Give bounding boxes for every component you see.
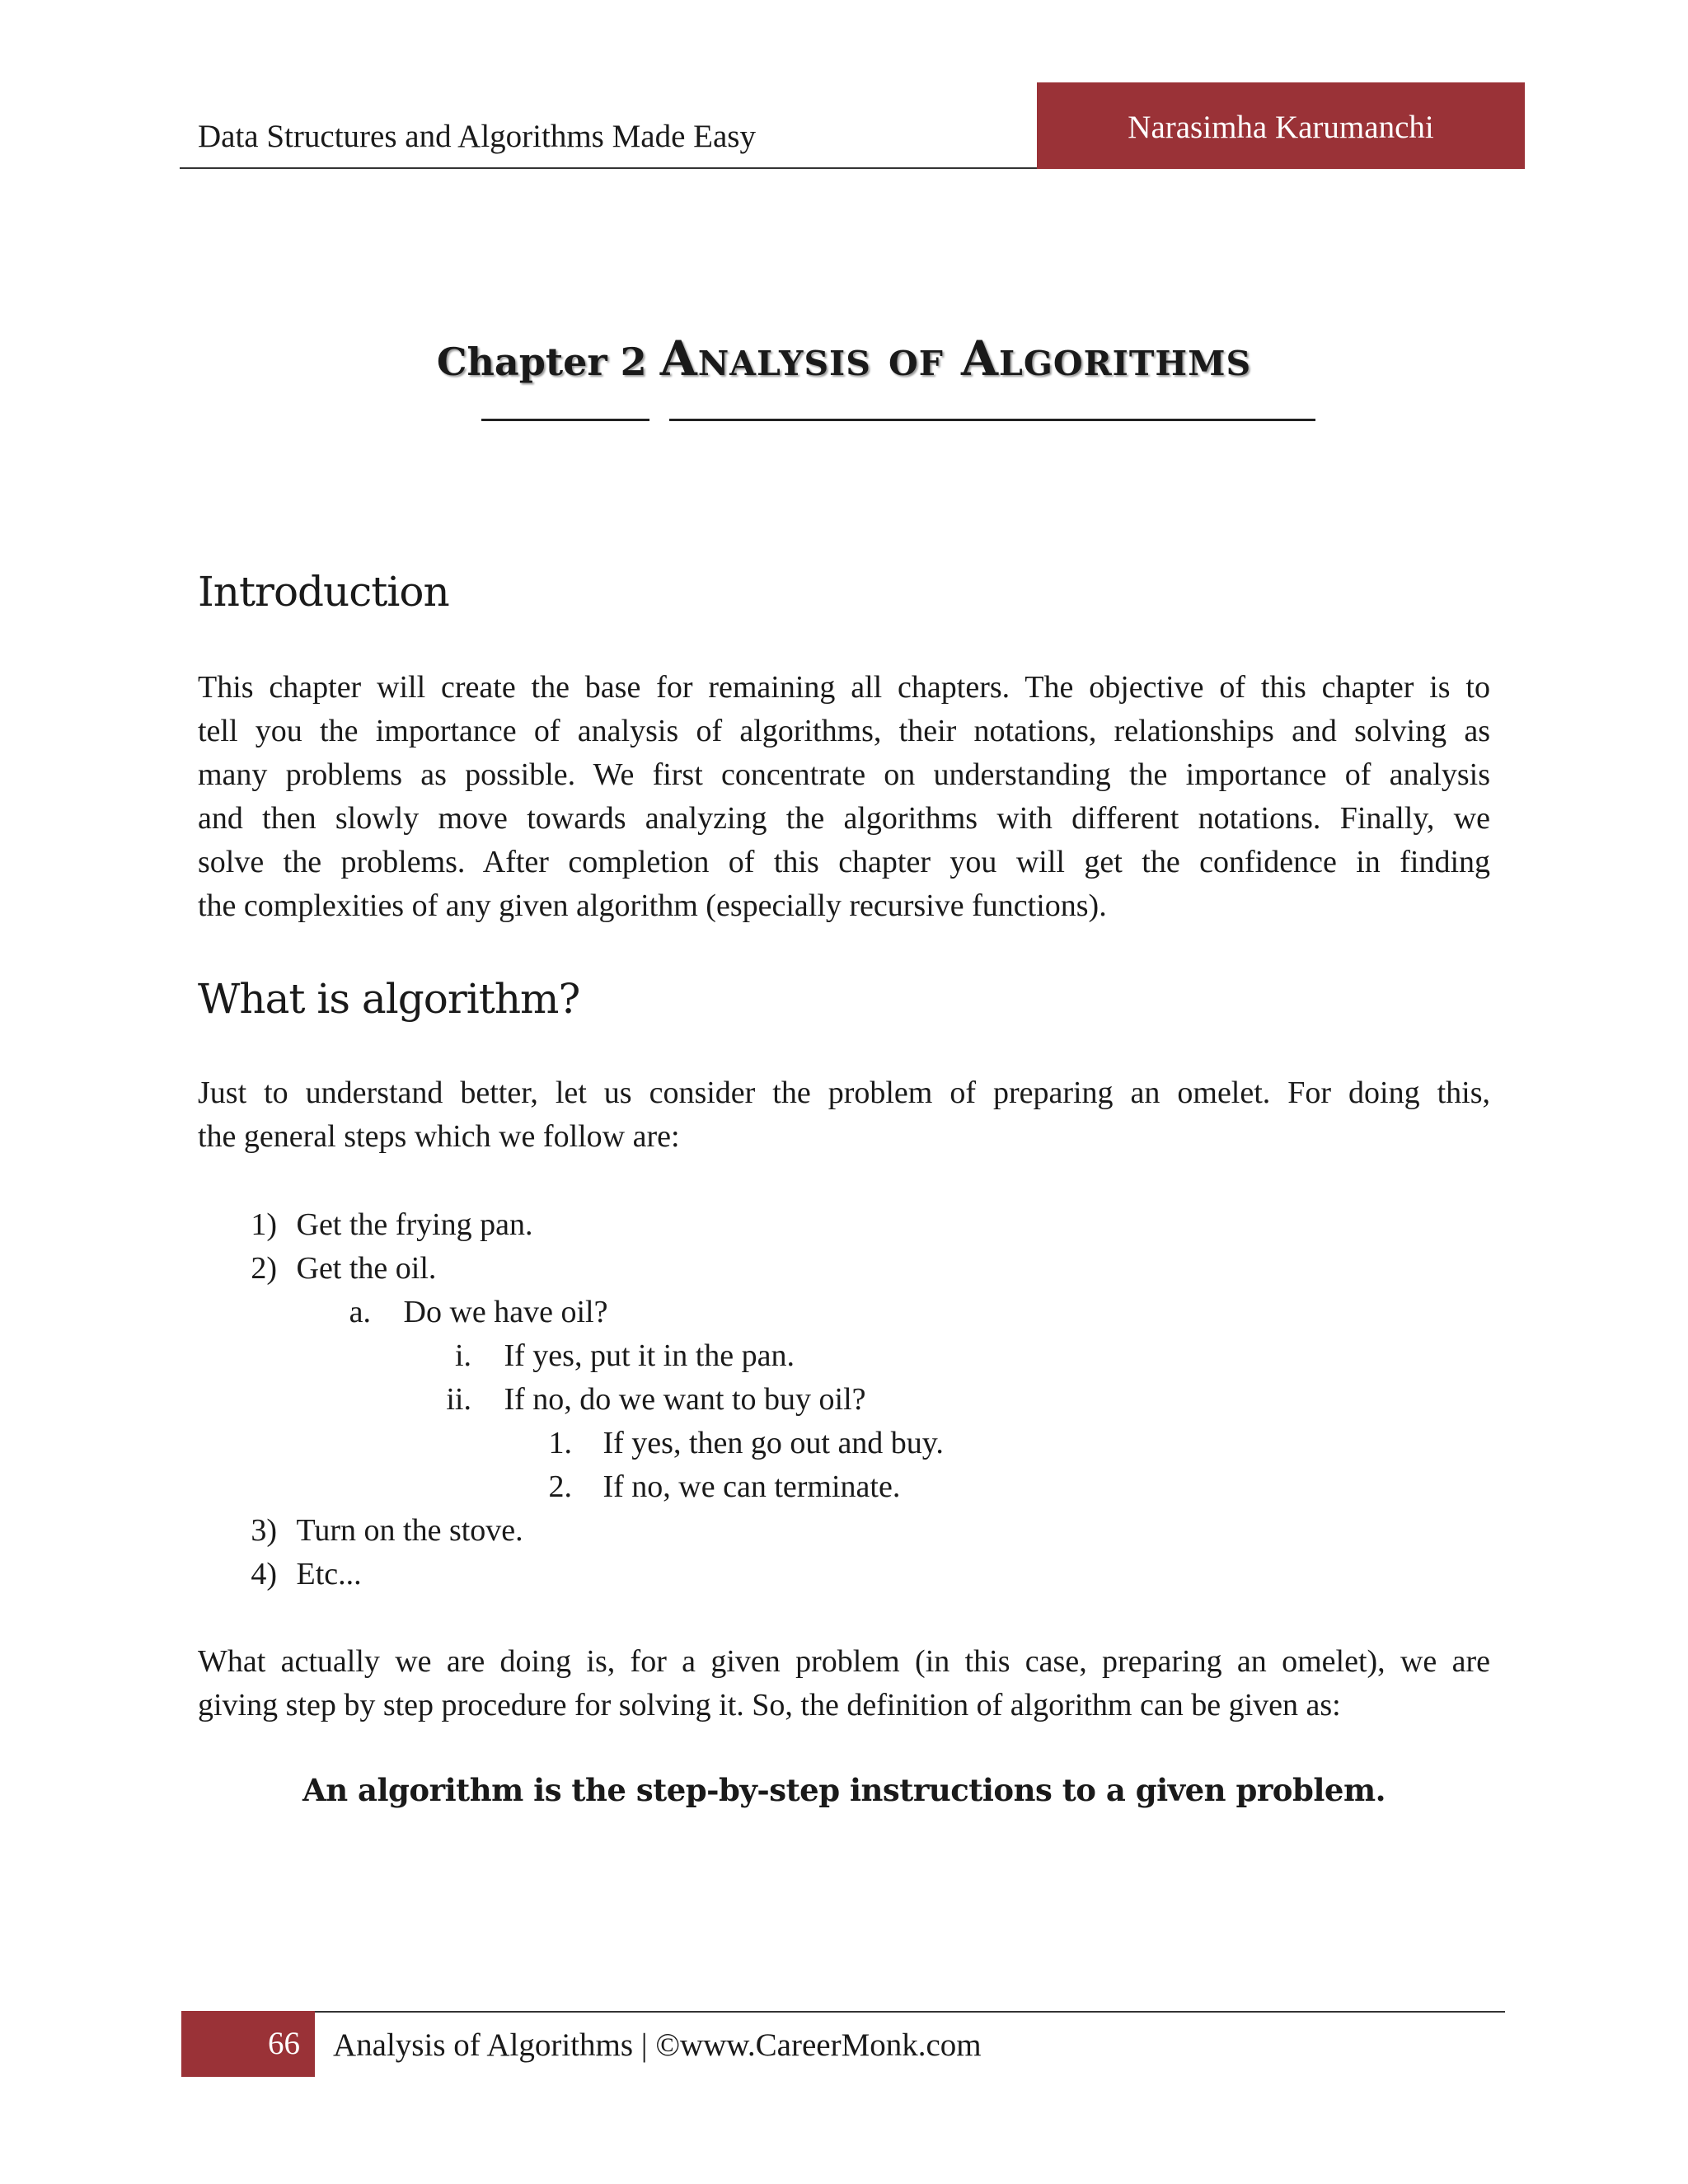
list-item <box>429 1334 795 1378</box>
paragraph-line: the general steps which we follow are: <box>198 1119 680 1154</box>
list-number: 2) <box>251 1251 277 1286</box>
list-text: Get the frying pan. <box>296 1207 533 1242</box>
paragraph-line: solve the problems. After completion of this chapter you will get the confidence in finding <box>198 845 1490 879</box>
list-number: i. <box>454 1338 471 1373</box>
list-number: 3) <box>251 1513 277 1548</box>
paragraph-line: giving step by step procedure for solving it. So, the definition of algorithm can be given as: <box>198 1688 1341 1722</box>
chapter-name-underline <box>669 419 1315 421</box>
list-text: Etc... <box>296 1557 362 1591</box>
list-number: 4) <box>251 1557 277 1591</box>
list-item <box>239 1553 362 1596</box>
list-text: If yes, then go out and buy. <box>603 1426 944 1460</box>
list-item <box>239 1247 436 1291</box>
list-item <box>528 1465 900 1509</box>
list-number: ii. <box>446 1382 471 1417</box>
chapter-label: Chapter 2 <box>436 340 647 384</box>
list-text: Do we have oil? <box>403 1295 608 1329</box>
algorithm-conclusion-paragraph <box>198 1640 1490 1727</box>
paragraph-line: What actually we are doing is, for a given problem (in this case, preparing an omelet), we are <box>198 1644 1490 1679</box>
list-item <box>239 1509 523 1553</box>
paragraph-line: many problems as possible. We first concentrate on understanding the importance of analysis <box>198 757 1490 792</box>
paragraph-line: tell you the importance of analysis of algorithms, their notations, relationships and solving as <box>198 714 1490 748</box>
chapter-label-underline <box>481 419 649 421</box>
running-header-book-title: Data Structures and Algorithms Made Easy <box>198 119 756 154</box>
list-item <box>528 1422 944 1465</box>
list-item <box>429 1378 866 1422</box>
paragraph-line: Just to understand better, let us consider the problem of preparing an omelet. For doing this, <box>198 1076 1490 1110</box>
list-text: Turn on the stove. <box>296 1513 523 1548</box>
algorithm-definition: An algorithm is the step-by-step instructions to a given problem. <box>302 1772 1386 1808</box>
list-number: 1. <box>548 1426 572 1460</box>
author-name: Narasimha Karumanchi <box>1128 110 1434 145</box>
chapter-name: Analysis of Algorithms <box>659 330 1252 387</box>
list-text: If no, do we want to buy oil? <box>504 1382 866 1417</box>
list-item <box>338 1291 607 1334</box>
page-number: 66 <box>181 2011 315 2077</box>
list-text: If no, we can terminate. <box>603 1469 901 1504</box>
header-rule <box>180 167 1037 169</box>
section-heading-introduction: Introduction <box>198 568 449 616</box>
list-number: 2. <box>548 1469 572 1504</box>
list-text: Get the oil. <box>296 1251 437 1286</box>
footer-rule <box>181 2011 1505 2013</box>
paragraph-line: This chapter will create the base for remaining all chapters. The objective of this chapter is to <box>198 670 1490 705</box>
list-number: a. <box>349 1295 371 1329</box>
paragraph-line: and then slowly move towards analyzing the algorithms with different notations. Finally, we <box>198 801 1490 836</box>
algorithm-intro-paragraph <box>198 1071 1490 1159</box>
footer-text: Analysis of Algorithms | ©www.CareerMonk.com <box>333 2027 982 2063</box>
list-text: If yes, put it in the pan. <box>504 1338 795 1373</box>
paragraph-line: the complexities of any given algorithm (especially recursive functions). <box>198 888 1107 923</box>
chapter-title <box>0 330 1688 391</box>
list-number: 1) <box>251 1207 277 1242</box>
introduction-paragraph <box>198 666 1490 928</box>
running-header-author <box>1037 82 1525 169</box>
list-item <box>239 1203 533 1247</box>
section-heading-what-is-algorithm: What is algorithm? <box>198 975 580 1023</box>
